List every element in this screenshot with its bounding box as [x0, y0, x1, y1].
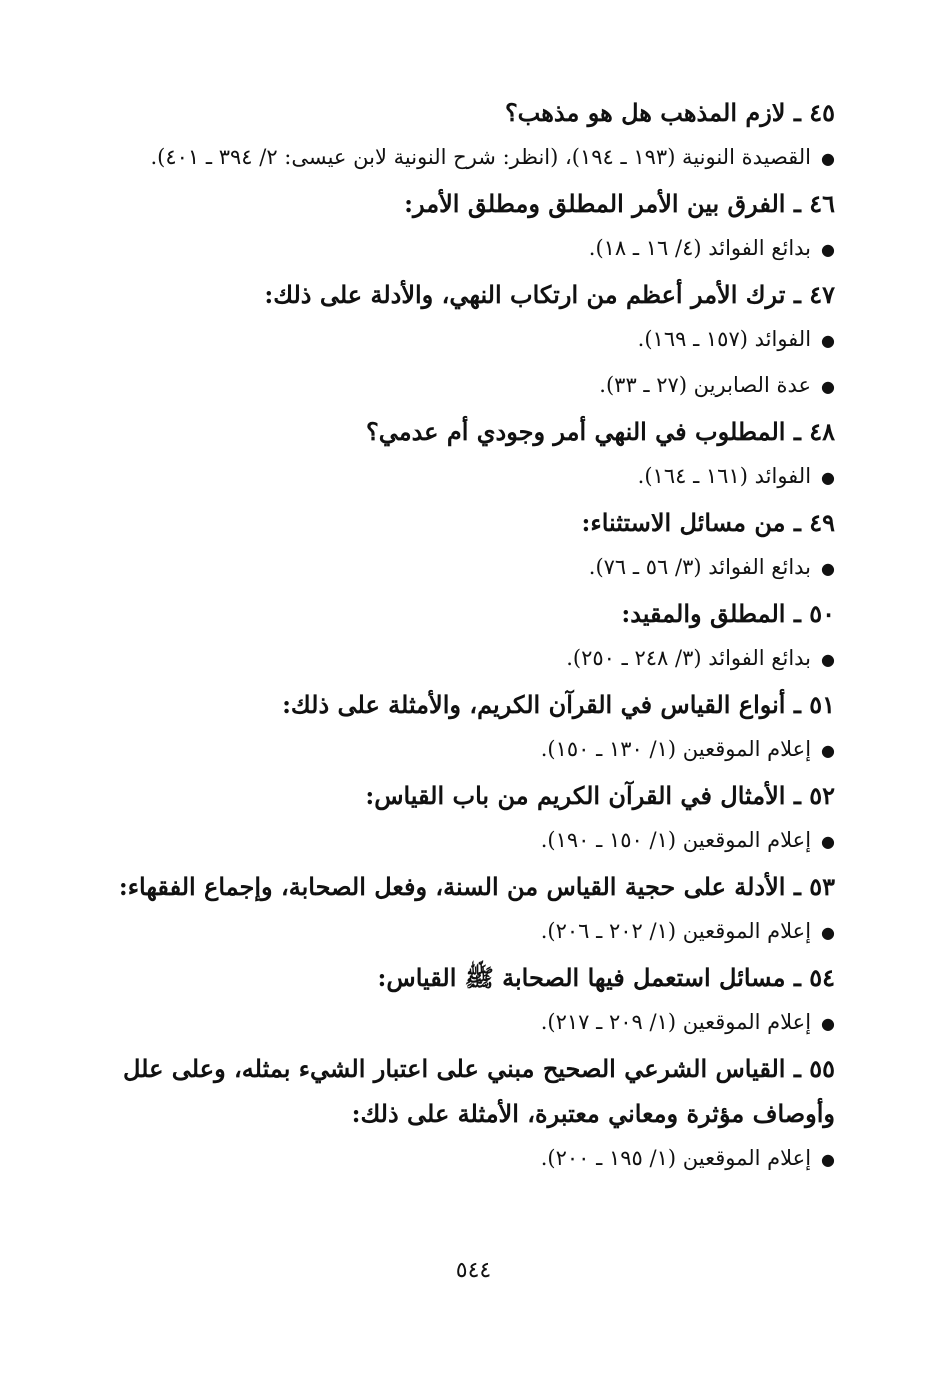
- entry-50: [95, 591, 835, 682]
- reference-text: عدة الصابرين (٢٧ ـ ٣٣).: [599, 373, 812, 397]
- entry-heading: ٥٥ ـ القياس الشرعي الصحيح مبني على اعتبار الشيء بمثله، وعلى علل وأوصاف مؤثرة ومعاني معتبرة، الأمثلة على ذلك:: [123, 1054, 835, 1128]
- reference-item: [95, 1000, 835, 1046]
- bullet-icon: ●: [821, 331, 835, 350]
- bullet-icon: ●: [821, 377, 835, 396]
- reference-item: [95, 727, 835, 773]
- reference-item: [95, 636, 835, 682]
- reference-item: [95, 363, 835, 409]
- entry-heading: ٤٧ ـ ترك الأمر أعظم من ارتكاب النهي، والأدلة على ذلك:: [264, 280, 835, 309]
- reference-text: إعلام الموقعين (١/ ١٣٠ ـ ١٥٠).: [540, 737, 812, 761]
- reference-item: [95, 909, 835, 955]
- entry-54: [95, 955, 835, 1046]
- bullet-icon: ●: [821, 1150, 835, 1169]
- reference-item: [95, 317, 835, 363]
- entry-47: [95, 272, 835, 409]
- reference-text: إعلام الموقعين (١/ ٢٠٢ ـ ٢٠٦).: [540, 919, 812, 943]
- entry-45: [95, 90, 835, 181]
- reference-item: [95, 454, 835, 500]
- reference-text: القصيدة النونية (١٩٣ ـ ١٩٤)، (انظر: شرح النونية لابن عيسى: ٢/ ٣٩٤ ـ ٤٠١).: [150, 145, 812, 169]
- entry-48: [95, 409, 835, 500]
- entry-heading: ٤٩ ـ من مسائل الاستثناء:: [581, 508, 835, 537]
- page-number: ٥٤٤: [455, 1258, 492, 1283]
- reference-item: [95, 545, 835, 591]
- reference-item: [95, 226, 835, 272]
- bullet-icon: ●: [821, 923, 835, 942]
- entry-53: [95, 864, 835, 955]
- bullet-icon: ●: [821, 240, 835, 259]
- bullet-icon: ●: [821, 149, 835, 168]
- reference-text: بدائع الفوائد (٤/ ١٦ ـ ١٨).: [588, 236, 812, 260]
- entry-52: [95, 773, 835, 864]
- bullet-icon: ●: [821, 468, 835, 487]
- entry-heading: ٥٢ ـ الأمثال في القرآن الكريم من باب القياس:: [365, 781, 835, 810]
- entry-51: [95, 682, 835, 773]
- entry-heading: ٤٥ ـ لازم المذهب هل هو مذهب؟: [504, 98, 835, 127]
- entry-heading: ٥٣ ـ الأدلة على حجية القياس من السنة، وفعل الصحابة، وإجماع الفقهاء:: [118, 872, 835, 901]
- reference-text: بدائع الفوائد (٣/ ٥٦ ـ ٧٦).: [588, 555, 812, 579]
- reference-text: إعلام الموقعين (١/ ١٥٠ ـ ١٩٠).: [540, 828, 812, 852]
- entry-heading: ٥١ ـ أنواع القياس في القرآن الكريم، والأمثلة على ذلك:: [282, 690, 835, 719]
- entry-heading: ٥٤ ـ مسائل استعمل فيها الصحابة ﷺ القياس:: [377, 963, 835, 992]
- page-body: [95, 90, 835, 1182]
- entry-55: [95, 1046, 835, 1182]
- reference-text: إعلام الموقعين (١/ ١٩٥ ـ ٢٠٠).: [540, 1146, 812, 1170]
- entry-49: [95, 500, 835, 591]
- bullet-icon: ●: [821, 650, 835, 669]
- bullet-icon: ●: [821, 559, 835, 578]
- reference-item: [95, 818, 835, 864]
- reference-text: الفوائد (١٦١ ـ ١٦٤).: [637, 464, 812, 488]
- reference-item: [95, 135, 835, 181]
- bullet-icon: ●: [821, 832, 835, 851]
- reference-item: [95, 1136, 835, 1182]
- entry-heading: ٥٠ ـ المطلق والمقيد:: [621, 599, 835, 628]
- reference-text: إعلام الموقعين (١/ ٢٠٩ ـ ٢١٧).: [540, 1010, 812, 1034]
- entry-heading: ٤٦ ـ الفرق بين الأمر المطلق ومطلق الأمر:: [404, 189, 835, 218]
- reference-text: بدائع الفوائد (٣/ ٢٤٨ ـ ٢٥٠).: [566, 646, 812, 670]
- bullet-icon: ●: [821, 741, 835, 760]
- bullet-icon: ●: [821, 1014, 835, 1033]
- entry-46: [95, 181, 835, 272]
- entry-heading: ٤٨ ـ المطلوب في النهي أمر وجودي أم عدمي؟: [365, 417, 835, 446]
- reference-text: الفوائد (١٥٧ ـ ١٦٩).: [637, 327, 812, 351]
